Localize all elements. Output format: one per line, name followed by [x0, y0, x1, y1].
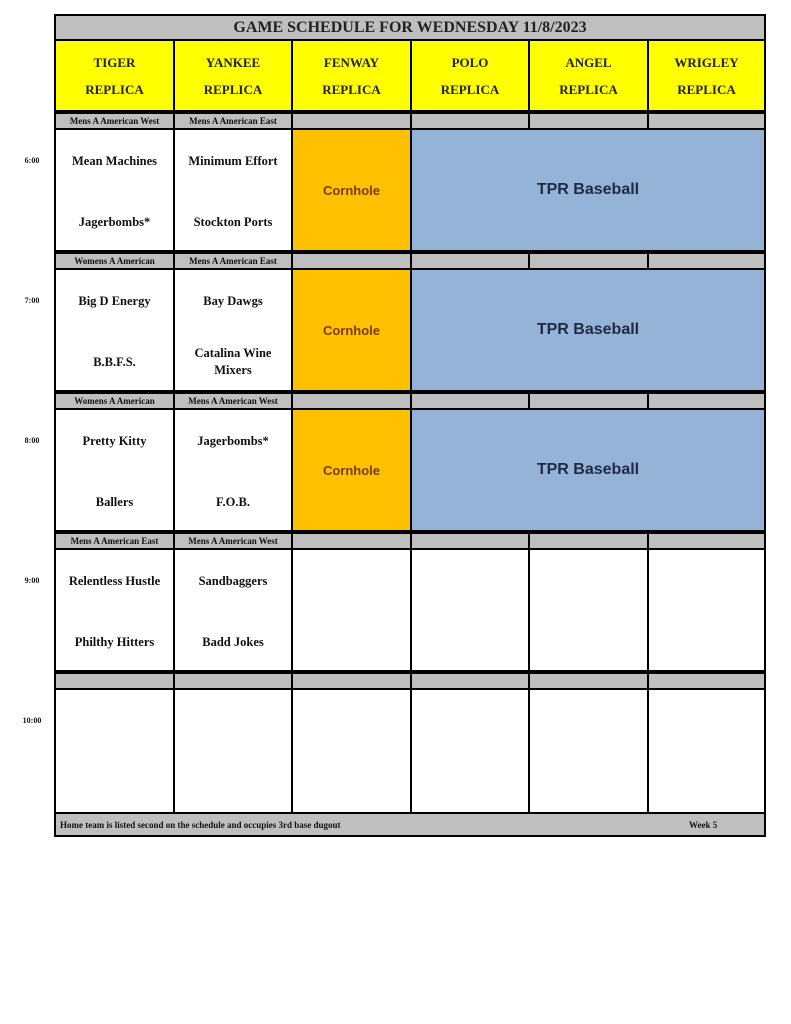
field-name: FENWAY — [323, 54, 380, 70]
cornhole-block: Cornhole — [291, 268, 412, 392]
field-header-angel — [528, 39, 649, 112]
field-header-tiger — [54, 39, 175, 112]
field-sub: REPLICA — [322, 81, 381, 97]
empty-cell — [173, 688, 293, 814]
field-header-wrigley — [647, 39, 766, 112]
cornhole-block: Cornhole — [291, 408, 412, 532]
time-label: 10:00 — [22, 716, 42, 725]
home-team: Ballers — [95, 495, 134, 509]
empty-cell — [410, 548, 530, 672]
empty-cell — [647, 548, 766, 672]
field-name: YANKEE — [205, 54, 261, 70]
field-name: POLO — [451, 54, 489, 70]
field-sub: REPLICA — [85, 81, 144, 97]
home-team-note: Home team is listed second on the schedule and occupies 3rd base dugout — [60, 820, 341, 830]
field-header-fenway — [291, 39, 412, 112]
away-team: Jagerbombs* — [197, 434, 269, 448]
field-sub: REPLICA — [559, 81, 618, 97]
field-name: WRIGLEY — [674, 54, 739, 70]
home-team: F.O.B. — [216, 495, 250, 509]
field-header-yankee — [173, 39, 293, 112]
game-cell — [173, 128, 293, 252]
division-label: Mens A American East — [173, 112, 293, 130]
game-cell — [54, 268, 175, 392]
baseball-block: TPR Baseball — [410, 408, 766, 532]
division-label: Mens A American West — [173, 532, 293, 550]
away-team: Pretty Kitty — [82, 434, 147, 448]
week-label: Week 5 — [689, 820, 718, 830]
schedule-title: GAME SCHEDULE FOR WEDNESDAY 11/8/2023 — [54, 14, 766, 41]
field-sub: REPLICA — [203, 81, 263, 97]
empty-cell — [54, 688, 175, 814]
empty-cell — [410, 688, 530, 814]
game-cell — [173, 268, 293, 392]
division-label: Mens A American East — [173, 252, 293, 270]
empty-cell — [647, 688, 766, 814]
field-name: TIGER — [93, 54, 136, 70]
field-sub: REPLICA — [440, 81, 500, 97]
time-label: 9:00 — [24, 576, 40, 585]
game-cell — [54, 408, 175, 532]
division-label: Mens A American West — [54, 112, 175, 130]
empty-cell — [528, 688, 649, 814]
empty-cell — [291, 688, 412, 814]
game-cell — [54, 128, 175, 252]
field-header-polo — [410, 39, 530, 112]
away-team: Relentless Hustle — [68, 574, 161, 588]
time-label: 8:00 — [24, 436, 40, 445]
game-cell — [173, 548, 293, 672]
game-cell — [54, 548, 175, 672]
division-label: Womens A American — [54, 392, 175, 410]
schedule-footer — [54, 812, 766, 837]
home-team: Stockton Ports — [193, 215, 273, 229]
empty-cell — [528, 548, 649, 672]
baseball-block: TPR Baseball — [410, 268, 766, 392]
away-team: Sandbaggers — [198, 574, 268, 588]
home-team: Philthy Hitters — [74, 635, 155, 649]
home-team: Badd Jokes — [202, 635, 264, 649]
time-label: 7:00 — [24, 296, 40, 305]
empty-cell — [291, 548, 412, 672]
baseball-block: TPR Baseball — [410, 128, 766, 252]
division-label: Mens A American West — [173, 392, 293, 410]
home-team: Catalina Wine Mixers — [194, 346, 272, 377]
division-label: Mens A American East — [54, 532, 175, 550]
division-label: Womens A American — [54, 252, 175, 270]
away-team: Mean Machines — [71, 154, 158, 168]
field-sub: REPLICA — [677, 81, 736, 97]
time-label: 6:00 — [24, 156, 40, 165]
field-name: ANGEL — [565, 54, 612, 70]
game-cell — [173, 408, 293, 532]
cornhole-block: Cornhole — [291, 128, 412, 252]
away-team: Big D Energy — [78, 294, 151, 308]
away-team: Bay Dawgs — [203, 294, 263, 308]
away-team: Minimum Effort — [188, 154, 278, 168]
home-team: B.B.F.S. — [93, 355, 136, 369]
home-team: Jagerbombs* — [78, 215, 151, 229]
